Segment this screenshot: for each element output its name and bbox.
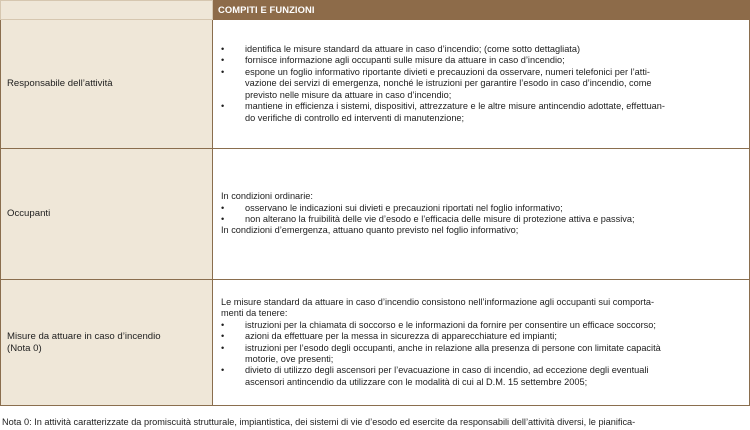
list-item-text: vazione dei servizi di emergenza, nonché le istruzioni per garantire l’esodo in caso d’incendio, come [245, 78, 652, 89]
list-item [221, 101, 743, 112]
list-item [221, 343, 743, 354]
list-item [221, 331, 743, 342]
bullet-spacer [221, 78, 245, 89]
list-item-text: istruzioni per l’esodo degli occupanti, anche in relazione alla presenza di persone con limitate capacità [245, 342, 661, 353]
row-content [213, 149, 750, 280]
list-item [221, 365, 743, 376]
bullet-spacer [221, 377, 245, 388]
bullet-spacer [221, 90, 245, 101]
bullet-icon: • [221, 365, 225, 376]
header-title: COMPITI E FUNZIONI [218, 3, 315, 15]
list-item-text: motorie, ove presenti; [245, 353, 334, 364]
row-label [1, 20, 213, 149]
list-item-continuation [221, 113, 743, 124]
list-item-text: do verifiche di controllo ed interventi di manutenzione; [245, 112, 465, 123]
list-item-text: mantiene in efficienza i sistemi, dispositivi, attrezzature e le altre misure antincendio adottate, effettuan- [245, 101, 665, 112]
content-line: menti da tenere: [221, 308, 288, 319]
row-label-text: Responsabile dell’attività [7, 78, 113, 89]
row-content [213, 280, 750, 406]
table-row [1, 20, 750, 149]
table-row [1, 280, 750, 406]
list-item-text: previsto nelle misure da attuare in caso d’incendio; [245, 89, 452, 100]
list-item-text: istruzioni per la chiamata di soccorso e le informazioni da fornire per consentire un efficace soccorso; [245, 319, 656, 330]
bullet-icon: • [221, 101, 225, 112]
list-item-text: osservano le indicazioni sui divieti e precauzioni riportati nel foglio informativo; [245, 202, 563, 213]
footnote: Nota 0: In attività caratterizzate da promiscuità strutturale, impiantistica, dei sistemi di vie d’esodo ed esercite da responsabili dell’attività diversi, le pianifica- [2, 417, 636, 427]
list-item [221, 214, 743, 225]
row-content [213, 20, 750, 149]
bullet-icon: • [221, 202, 225, 213]
row-label [1, 149, 213, 280]
row-label-note: (Nota 0) [7, 342, 42, 354]
header-empty-cell [1, 1, 213, 20]
list-item-text: divieto di utilizzo degli ascensori per l’evacuazione in caso di incendio, ad eccezione degli eventuali [245, 365, 649, 376]
list-item-text: azioni da effettuare per la messa in sicurezza di apparecchiature ed impianti; [245, 331, 557, 342]
list-item-continuation [221, 78, 743, 89]
bullet-icon: • [221, 342, 225, 353]
content-line: In condizioni ordinarie: [221, 191, 313, 202]
bullet-icon: • [221, 331, 225, 342]
row-label-text: Occupanti [7, 208, 51, 219]
table-row [1, 149, 750, 280]
list-item-text: identifica le misure standard da attuare in caso d’incendio; (come sotto dettagliata) [245, 44, 581, 55]
bullet-icon: • [221, 44, 225, 55]
list-item-text: espone un foglio informativo riportante divieti e precauzioni da osservare, numeri telefonici per l’atti- [245, 66, 650, 77]
bullet-icon: • [221, 214, 225, 224]
list-item-text: fornisce informazione agli occupanti sulle misure da attuare in caso d’incendio; [245, 55, 565, 66]
list-item-text: non alterano la fruibilità delle vie d’esodo e l’efficacia delle misure di protezione attiva e passiva; [245, 214, 635, 224]
list-item-continuation [221, 354, 743, 365]
table-header-row [1, 1, 750, 20]
row-label [1, 280, 213, 406]
bullet-spacer [221, 113, 245, 124]
bullet-icon: • [221, 55, 225, 66]
list-item-text: ascensori antincendio da utilizzare con le modalità di cui al D.M. 15 settembre 2005; [245, 376, 588, 387]
bullet-icon: • [221, 319, 225, 330]
list-item [221, 67, 743, 78]
content-line: In condizioni d’emergenza, attuano quanto previsto nel foglio informativo; [221, 225, 519, 236]
row-label-text: Misure da attuare in caso d’incendio [7, 330, 161, 342]
bullet-icon: • [221, 66, 225, 77]
header-title-cell [213, 1, 750, 20]
list-item [221, 55, 743, 66]
list-item-continuation [221, 377, 743, 388]
list-item [221, 44, 743, 55]
list-item-continuation [221, 90, 743, 101]
list-item [221, 203, 743, 214]
content-line: Le misure standard da attuare in caso d’incendio consistono nell’informazione agli occupanti sui comporta- [221, 296, 655, 307]
list-item [221, 320, 743, 331]
bullet-spacer [221, 354, 245, 365]
